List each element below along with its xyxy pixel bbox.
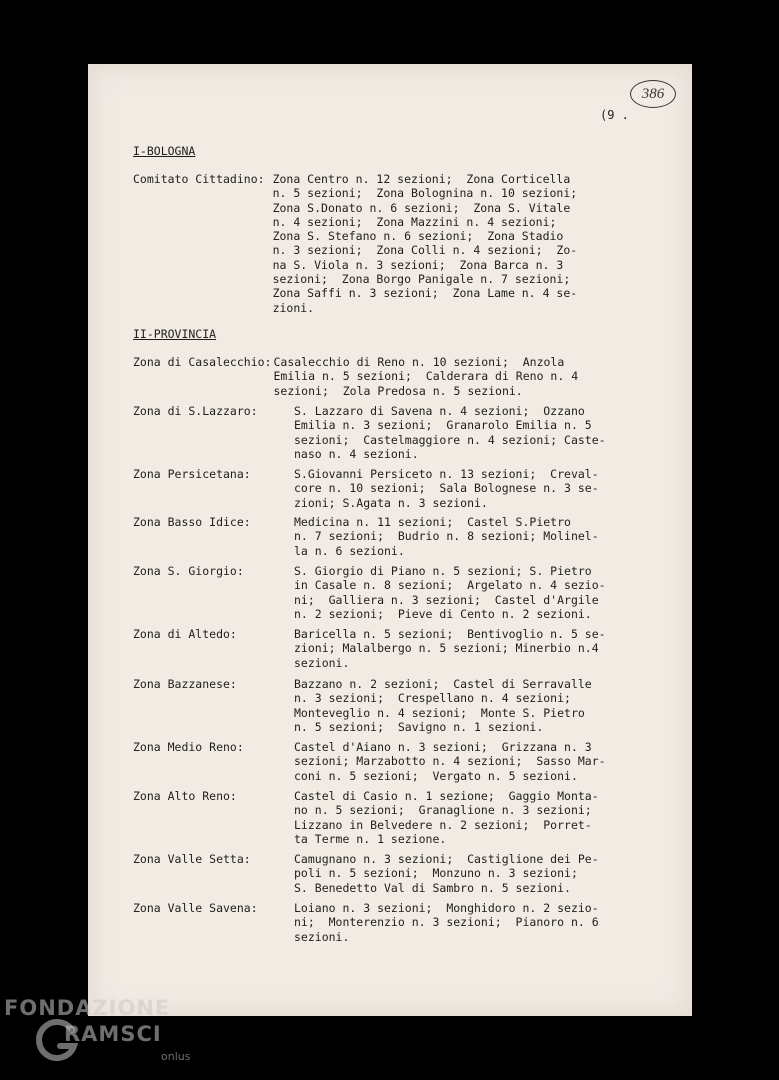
text-line: Lizzano in Belvedere n. 2 sezioni; Porret-: [294, 817, 592, 832]
entry-text: [294, 901, 673, 944]
text-line: Loiano n. 3 sezioni; Monghidoro n. 2 sezio-: [294, 901, 599, 915]
text-line: Casalecchio di Reno n. 10 sezioni; Anzola: [273, 355, 565, 369]
text-line: Zona S. Stefano n. 6 sezioni; Zona Stadio: [272, 229, 564, 244]
text-line: Zona Centro n. 12 sezioni; Zona Corticella: [272, 172, 571, 186]
entry-label: Zona Valle Savena:: [133, 901, 258, 915]
entry-zona-altedo: [133, 627, 673, 670]
text-line: Bazzano n. 2 sezioni; Castel di Serravalle: [294, 677, 592, 691]
text-line: ni; Monterenzio n. 3 sezioni; Pianoro n. 6: [294, 915, 599, 930]
text-line: ni; Galliera n. 3 sezioni; Castel d'Argile: [294, 592, 599, 607]
text-line: S. Giorgio di Piano n. 5 sezioni; S. Pietro: [294, 564, 592, 578]
entry-text: [271, 355, 673, 398]
text-line: n. 5 sezioni; Zona Bolognina n. 10 sezioni;: [272, 186, 578, 201]
text-line: n. 4 sezioni; Zona Mazzini n. 4 sezioni;: [272, 214, 557, 229]
section-heading-bologna: I-BOLOGNA: [133, 144, 196, 158]
fondazione-gramsci-watermark: [4, 996, 204, 1076]
entry-text: [294, 789, 673, 846]
entry-label: Zona Persicetana:: [133, 467, 251, 481]
text-line: zioni.: [272, 300, 315, 315]
text-line: Monteveglio n. 4 sezioni; Monte S. Pietro: [294, 705, 585, 720]
watermark-line3: onlus: [161, 1050, 191, 1063]
text-line: n. 2 sezioni; Pieve di Cento n. 2 sezioni.: [294, 606, 592, 621]
entry-label: Zona di Altedo:: [133, 627, 237, 641]
entry-zona-casalecchio: [133, 355, 673, 398]
text-line: Castel d'Aiano n. 3 sezioni; Grizzana n. 3: [294, 740, 592, 754]
entry-comitato-cittadino: [133, 172, 673, 315]
entry-text: [294, 564, 673, 621]
entry-text: [265, 172, 673, 315]
entry-zona-medio-reno: [133, 740, 673, 783]
text-line: la n. 6 sezioni.: [294, 543, 405, 558]
entry-zona-persicetana: [133, 467, 673, 510]
text-line: naso n. 4 sezioni.: [294, 446, 419, 461]
entry-text: [294, 852, 673, 895]
text-line: sezioni; Marzabotto n. 4 sezioni; Sasso Mar-: [294, 754, 606, 769]
page-mark: (9 .: [600, 108, 629, 122]
entry-label: Comitato Cittadino:: [133, 172, 265, 186]
text-line: n. 7 sezioni; Budrio n. 8 sezioni; Molinel-: [294, 529, 599, 544]
entry-zona-s-lazzaro: [133, 404, 673, 461]
text-line: zioni; Malalbergo n. 5 sezioni; Minerbio n.4: [294, 641, 599, 656]
text-line: in Casale n. 8 sezioni; Argelato n. 4 sezio-: [294, 578, 606, 593]
archive-number-stamp: 386: [630, 80, 676, 108]
watermark-line1: FONDAZIONE: [4, 996, 171, 1020]
text-line: Medicina n. 11 sezioni; Castel S.Pietro: [294, 515, 571, 529]
text-line: Camugnano n. 3 sezioni; Castiglione dei Pe-: [294, 852, 599, 866]
entry-zona-valle-setta: [133, 852, 673, 895]
text-line: ta Terme n. 1 sezione.: [294, 831, 447, 846]
text-line: sezioni.: [294, 929, 350, 944]
entry-label: Zona di S.Lazzaro:: [133, 404, 258, 418]
watermark-line2: RAMSCI: [64, 1022, 162, 1046]
entry-text: [294, 677, 673, 734]
text-line: sezioni.: [294, 655, 350, 670]
text-line: S.Giovanni Persiceto n. 13 sezioni; Creval-: [294, 467, 599, 481]
text-line: Emilia n. 5 sezioni; Calderara di Reno n. 4: [273, 369, 579, 384]
entry-text: [294, 404, 673, 461]
entry-zona-alto-reno: [133, 789, 673, 846]
text-line: n. 3 sezioni; Crespellano n. 4 sezioni;: [294, 691, 571, 706]
entry-label: Zona Bazzanese:: [133, 677, 237, 691]
entry-text: [294, 467, 673, 510]
entry-label: Zona Valle Setta:: [133, 852, 251, 866]
entry-label: Zona Medio Reno:: [133, 740, 244, 754]
entry-label: Zona Basso Idice:: [133, 515, 251, 529]
text-line: sezioni; Castelmaggiore n. 4 sezioni; Caste-: [294, 432, 606, 447]
text-line: Zona Saffi n. 3 sezioni; Zona Lame n. 4 se-: [272, 286, 578, 301]
entry-text: [294, 515, 673, 558]
entry-zona-bazzanese: [133, 677, 673, 734]
text-line: coni n. 5 sezioni; Vergato n. 5 sezioni.: [294, 768, 578, 783]
text-line: Emilia n. 3 sezioni; Granarolo Emilia n. 5: [294, 418, 592, 433]
text-line: n. 3 sezioni; Zona Colli n. 4 sezioni; Zo-: [272, 243, 578, 258]
section-heading-provincia: II-PROVINCIA: [133, 327, 217, 341]
entry-label: Zona S. Giorgio:: [133, 564, 244, 578]
text-line: sezioni; Zona Borgo Panigale n. 7 sezioni;: [272, 272, 571, 287]
text-line: S. Lazzaro di Savena n. 4 sezioni; Ozzano: [294, 404, 585, 418]
text-line: Baricella n. 5 sezioni; Bentivoglio n. 5 se-: [294, 627, 606, 641]
text-line: zioni; S.Agata n. 3 sezioni.: [294, 495, 488, 510]
entry-text: [294, 627, 673, 670]
text-line: poli n. 5 sezioni; Monzuno n. 3 sezioni;: [294, 866, 578, 881]
entry-zona-valle-savena: [133, 901, 673, 944]
text-line: Castel di Casio n. 1 sezione; Gaggio Monta-: [294, 789, 599, 803]
text-line: sezioni; Zola Predosa n. 5 sezioni.: [273, 383, 523, 398]
text-line: S. Benedetto Val di Sambro n. 5 sezioni.: [294, 880, 571, 895]
text-line: na S. Viola n. 3 sezioni; Zona Barca n. 3: [272, 257, 564, 272]
text-line: no n. 5 sezioni; Granaglione n. 3 sezioni;: [294, 803, 592, 818]
text-line: Zona S.Donato n. 6 sezioni; Zona S. Vitale: [272, 200, 571, 215]
text-line: core n. 10 sezioni; Sala Bolognese n. 3 se-: [294, 481, 599, 496]
entry-label: Zona Alto Reno:: [133, 789, 237, 803]
entry-text: [294, 740, 673, 783]
text-line: n. 5 sezioni; Savigno n. 1 sezioni.: [294, 719, 544, 734]
entry-zona-s-giorgio: [133, 564, 673, 621]
entry-label: Zona di Casalecchio:: [133, 355, 272, 369]
entry-zona-basso-idice: [133, 515, 673, 558]
